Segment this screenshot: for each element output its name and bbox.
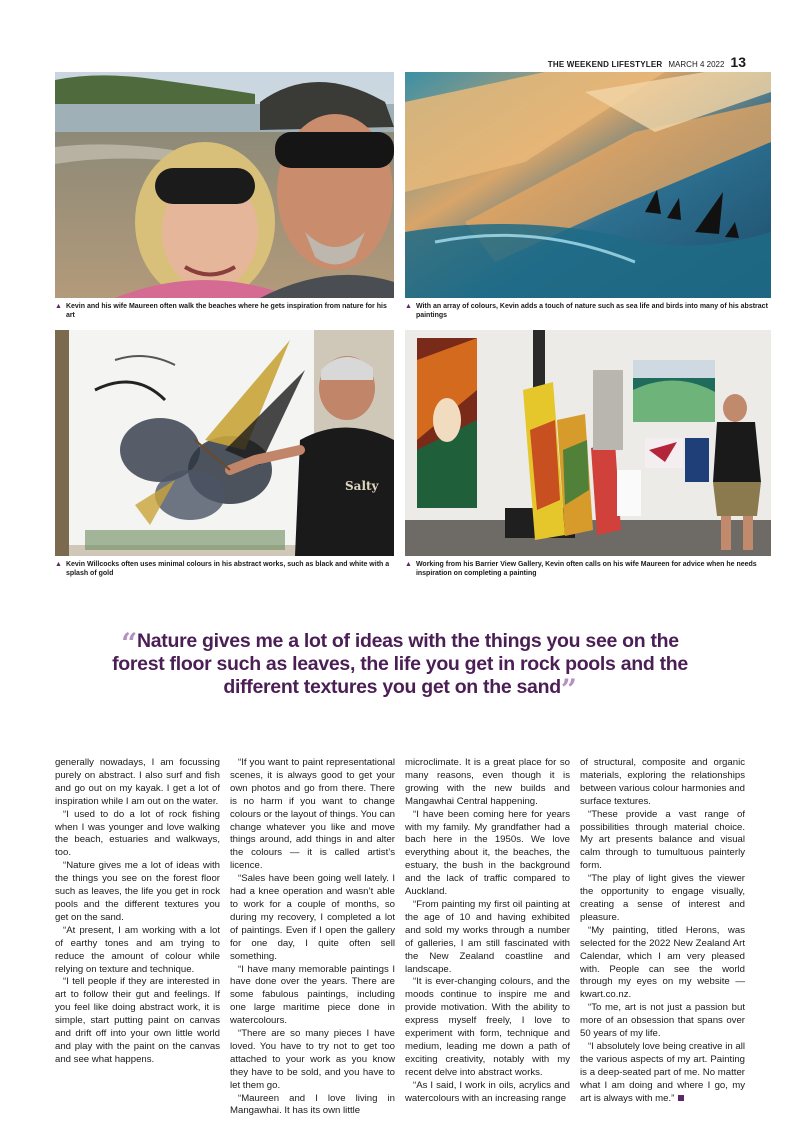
caption-text: With an array of colours, Kevin adds a touch of nature such as sea life and birds into many of his abstract paintings xyxy=(415,303,768,319)
paragraph: “From painting my first oil painting at the age of 10 and having exhibited and sold my works through a number of galleries, I am still fascinated with the New Zealand coastline and landscape. xyxy=(405,898,570,975)
caption-text: Working from his Barrier View Gallery, Kevin often calls on his wife Maureen for advice when he needs inspiration on completing a painting xyxy=(415,561,757,577)
paragraph: “At present, I am working with a lot of earthy tones and am trying to reduce the amount of colour while relying on texture and technique. xyxy=(55,924,220,975)
photo-couple-beach xyxy=(55,72,394,298)
pull-quote-text: Nature gives me a lot of ideas with the things you see on the forest floor such as leaves, the life you get in rock pools and the different textures you get on the sand xyxy=(112,630,688,698)
page-header xyxy=(548,54,746,70)
close-quote-icon: ” xyxy=(560,673,577,706)
caption-couple-beach xyxy=(55,302,394,320)
paragraph: “These provide a vast range of possibilities through material choice. My art presents balance and visual calm through to tumultuous painterly form. xyxy=(580,808,745,872)
article-column-2 xyxy=(230,757,395,1118)
paragraph: of structural, composite and organic materials, exploring the relationships between various colour harmonies and surface textures. xyxy=(580,757,745,807)
paragraph: “I have many memorable paintings I have done over the years. There are some fabulous paintings, including one large maritime piece done in watercolours. xyxy=(230,963,395,1027)
end-mark-icon xyxy=(678,1095,684,1101)
caption-marker-icon: ▲ xyxy=(55,561,62,568)
photo-sea-life-painting xyxy=(405,72,771,298)
paragraph: “Nature gives me a lot of ideas with the things you see on the forest floor such as leaves, the life you get in rock pools and the different textures you get on the sand. xyxy=(55,860,220,923)
paragraph: “If you want to paint representational scenes, it is always good to get your own photos and go from there. There is no harm if you want to change colours or the layout of things. You can change whatever you like and move things around, add things in and alter the colours — it is called artist’s licence. xyxy=(230,757,395,872)
paragraph: “There are so many pieces I have loved. You have to try not to get too attached to your work as you know they have to be sold, and you have to let them go. xyxy=(230,1028,395,1091)
issue-date: MARCH 4 2022 xyxy=(668,60,725,69)
photo-gallery xyxy=(405,330,771,556)
paragraph: “Sales have been going well lately. I had a knee operation and wasn’t able to work for a couple of months, so during my recovery, I completed a lot of paintings. Even if I open the gallery for one day, I quite often sell something. xyxy=(230,873,395,962)
paragraph-final xyxy=(580,1041,745,1106)
paragraph: “As I said, I work in oils, acrylics and watercolours with an increasing range xyxy=(405,1079,570,1104)
caption-sea-life-painting xyxy=(405,302,771,320)
caption-gallery xyxy=(405,560,771,578)
paragraph: “It is ever-changing colours, and the moods continue to inspire me and provide motivation. With the ability to express myself freely, I love to experiment with form, technique and medium, leading me down a path of exciting creativity, notably with my recent delve into abstract works. xyxy=(405,976,570,1078)
page-number: 13 xyxy=(730,54,746,70)
caption-text: Kevin and his wife Maureen often walk the beaches where he gets inspiration from nature for his art xyxy=(65,303,387,319)
paragraph: “The play of light gives the viewer the opportunity to engage visually, creating a sense of interest and pleasure. xyxy=(580,873,745,923)
caption-marker-icon: ▲ xyxy=(55,303,62,310)
caption-marker-icon: ▲ xyxy=(405,561,412,568)
caption-artist-painting xyxy=(55,560,394,578)
article-column-3 xyxy=(405,757,570,1105)
open-quote-icon: “ xyxy=(121,627,137,660)
section-title: THE WEEKEND LIFESTYLER xyxy=(547,60,663,69)
paragraph: “I used to do a lot of rock fishing when I was younger and love walking the beach, estuaries and walkways, too. xyxy=(55,808,220,859)
paragraph-text: “I absolutely love being creative in all the various aspects of my art. Painting is a deep-seated part of me. No matter what I am doing and where I go, my art is always with me.” xyxy=(580,1040,745,1104)
paragraph: “Maureen and I love living in Mangawhai. It has its own little xyxy=(230,1092,395,1117)
caption-text: Kevin Willcocks often uses minimal colours in his abstract works, such as black and white with a splash of gold xyxy=(65,561,390,577)
paragraph: “My painting, titled Herons, was selected for the 2022 New Zealand Art Calendar, which I am very pleased with. People can see the world through my eyes on my website — kwart.co.nz. xyxy=(580,924,745,1001)
paragraph: “I have been coming here for years with my family. My grandfather had a bach here in the 1950s. We love everything about it, the beaches, the estuary, the bush in the background and the lack of traffic compared to Auckland. xyxy=(405,808,570,898)
paragraph: “To me, art is not just a passion but more of an obsession that spans over 50 years of my life. xyxy=(580,1002,745,1040)
paragraph: “I tell people if they are interested in art to follow their gut and feelings. If you feel like doing abstract work, it is simple, start putting paint on canvas and drift off into your own little world and play with the paint on the canvas and see what happens. xyxy=(55,976,220,1065)
caption-marker-icon: ▲ xyxy=(405,303,412,310)
article-column-4 xyxy=(580,757,745,1105)
paragraph: generally nowadays, I am focussing purely on abstract. I also surf and fish and go out on my kayak. I get a lot of inspiration while I am out on the water. xyxy=(55,757,220,807)
tshirt-text: Salty xyxy=(345,479,379,493)
pull-quote xyxy=(100,627,700,706)
photo-artist-painting xyxy=(55,330,394,556)
paragraph: microclimate. It is a great place for so many reasons, even though it is growing with the new builds and Mangawhai Central happening. xyxy=(405,757,570,807)
article-column-1 xyxy=(55,757,220,1067)
